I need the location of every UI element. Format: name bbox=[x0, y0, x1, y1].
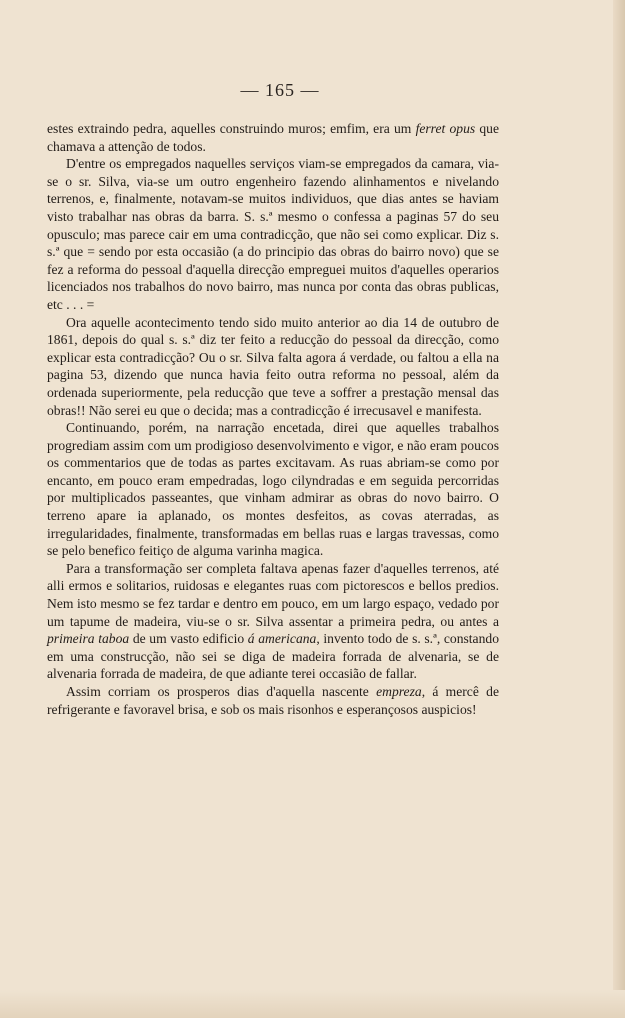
paragraph bbox=[47, 683, 499, 718]
paragraph bbox=[47, 155, 499, 313]
italic-text: á americana bbox=[247, 631, 317, 647]
paragraph bbox=[47, 314, 499, 420]
text-run: que chamava a attenção de todos. bbox=[47, 121, 500, 154]
text-run: Continuando, porém, na narração encetada, direi que aquelles trabalhos progrediam assim com um prodigioso desenvolvimento e vigor, e não eram poucos os commentarios que de todas as partes excitavam. As ruas abriam-se como por encanto, em pouco eram empedradas, logo cilyndradas e em seguida percorridas por multiplicados passeantes, que vinham admirar as obras do novo bairro. O terreno apare ia aplanado, os montes desfeitos, as covas aterradas, as irregularidades, finalmente, transformadas em bellas ruas e largas travessas, como se pelo benefico feitiço de alguma varinha magica. bbox=[47, 420, 499, 559]
paragraph bbox=[47, 419, 499, 560]
paragraph bbox=[47, 560, 499, 683]
text-run: estes extraindo pedra, aquelles construindo muros; emfim, era um bbox=[47, 121, 416, 136]
page-number: — 165 — bbox=[240, 80, 320, 100]
page-edge-shadow bbox=[613, 0, 625, 1018]
italic-text: ferret opus bbox=[415, 121, 476, 136]
italic-text: empreza bbox=[376, 684, 422, 699]
italic-text: primeira taboa bbox=[47, 631, 130, 647]
text-run: , á mercê de refrigerante e favoravel brisa, e sob os mais risonhos e esperançosos auspicios! bbox=[47, 684, 499, 717]
text-run: D'entre os empregados naquelles serviços viam-se empregados da camara, via-se o sr. Silva, via-se um outro engenheiro fazendo alinhamentos e nivelando terrenos, e, finalmente, notavam-se muitos individuos, que dias antes se haviam visto trabalhar nas obras da barra. S. s.ª mesmo o confessa a paginas 57 do seu opusculo; mas parece cair em uma contradicção, que não sei como explicar. Diz s. s.ª que = sendo por esta occasião (a do principio das obras do bairro novo) que se fez a reforma do pessoal d'aquella direcção empreguei muitos d'aquelles operarios licenciados nos trabalhos do novo bairro, mas nunca por conta das obras publicas, etc . . . = bbox=[47, 156, 499, 312]
text-run: de um vasto edificio bbox=[129, 631, 248, 647]
paragraph bbox=[47, 120, 499, 155]
text-run: Ora aquelle acontecimento tendo sido muito anterior ao dia 14 de outubro de 1861, depois do qual s. s.ª diz ter feito a reducção do pessoal da direcção, como explicar esta contradicção? Ou o sr. Silva falta agora á verdade, ou faltou a ella na pagina 53, dizendo que nunca havia feito outra reforma no pessoal, além da ordenada superiormente, pela reducção que teve a soffrer a prestação mensal das obras!! Não serei eu que o decida; mas a contradicção é irrecusavel e manifesta. bbox=[47, 314, 499, 418]
body-text bbox=[47, 120, 499, 718]
text-run: , invento todo de s. s.ª, constando em uma construcção, não sei se diga de madeira forrada de alvenaria, se de alvenaria forrada de madeira, de que adiante terei occasião de fallar. bbox=[47, 631, 499, 682]
page-bottom-shadow bbox=[0, 990, 625, 1018]
text-run: Assim corriam os prosperos dias d'aquella nascente bbox=[66, 684, 377, 699]
text-run: Para a transformação ser completa faltava apenas fazer d'aquelles terrenos, até alli ermos e solitarios, ruidosas e elegantes ruas com pictorescos e bellos predios. Nem isto mesmo se fez tardar e dentro em pouco, em um largo espaço, vedado por um tapume de madeira, viu-se o sr. Silva assentar a primeira pedra, ou antes a bbox=[47, 560, 499, 629]
